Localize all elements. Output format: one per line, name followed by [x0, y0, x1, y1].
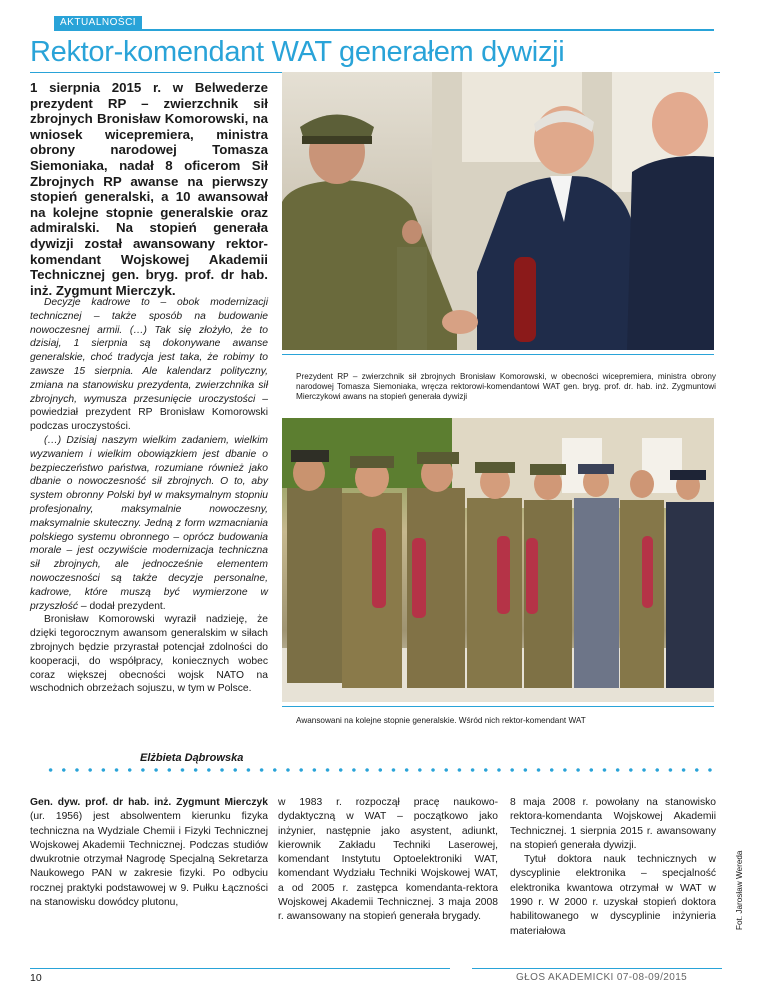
- section-header: [54, 16, 714, 31]
- article-body: [30, 296, 268, 696]
- footer-rule-right: [472, 968, 722, 969]
- page-number: 10: [30, 972, 42, 984]
- quote-1: Decyzje kadrowe to – obok modernizacji technicznej – także sposób na budowanie nowoczesnej armii. (…) Tak się złożyło, że to dzisiaj, 1 sierpnia są dokonywane awanse generalskie, choć tradycja jest taka, że robimy to zawsze 15 sierpnia. Ale kalendarz polityczny, zmiana na stanowisku prezydenta, zwierzchnika sił zbrojnych, wymusza przesunięcie uroczystości: [30, 297, 268, 405]
- dotted-divider: [44, 768, 720, 772]
- bio-paragraph-1: [30, 796, 268, 910]
- bio-text-1: (ur. 1956) jest absolwentem kierunku fizyka techniczna na Wydziale Chemii i Fizyki Technicznej Wojskowej Akademii Technicznej. Podczas studiów dwukrotnie otrzymał Nagrodę Specjalną Sekretarza Naukowego PAN w zakresie fizyki. Po odbyciu rocznej praktyki podstawowej w 9. Pułku Łączności na stanowisku dowódcy plutonu,: [30, 811, 268, 909]
- quote-1-attribution: – powiedział prezydent RP Bronisław Komorowski podczas uroczystości.: [30, 393, 268, 433]
- bio-column-3: [510, 796, 716, 939]
- bio-column-1: [30, 796, 268, 910]
- photo-credit: Fot. Jarosław Wereda: [735, 850, 744, 930]
- body-paragraph-1: [30, 296, 268, 434]
- generals-photo-illustration: [282, 418, 714, 702]
- body-paragraph-3: Bronisław Komorowski wyraził nadzieję, że dzięki tegorocznym awansom generalskim w siłach zbrojnych będzie przyrastał potencjał zdolności do kooperacji, do współpracy, koniecznych wobec coraz większej obecności wojsk NATO na wschodnich obrzeżach sojuszu, w tym w Polsce.: [30, 614, 268, 695]
- footer-rule-left: [30, 968, 450, 969]
- lead-text: 1 sierpnia 2015 r. w Belwederze prezydent RP – zwierzchnik sił zbrojnych Bronisław Komorowski, na wniosek wicepremiera, ministra obrony narodowej Tomasza Siemoniaka, nadał 8 oficerom Sił Zbrojnych RP awanse na pierwszy stopień generalski, a 10 awansował na kolejne stopnie generalskie oraz admiralski. Na stopień generała dywizji został awansowany rektor-komendant Wojskowej Akademii Technicznej gen. bryg. prof. dr hab. inż. Zygmunt Mierczyk.: [30, 80, 268, 298]
- photo-caption-2: Awansowani na kolejne stopnie generalskie. Wśród nich rektor-komendant WAT: [296, 716, 586, 725]
- photo-caption-1: Prezydent RP – zwierzchnik sił zbrojnych Bronisław Komorowski, w obecności wicepremiera, ministra obrony narodowej Tomasza Siemoniaka, wręcza rektorowi-komendantowi WAT gen. bryg. prof. dr. hab. inż. Zygmuntowi Mierczykowi awans na stopień generała dywizji: [296, 372, 716, 401]
- bio-name: Gen. dyw. prof. dr hab. inż. Zygmunt Mierczyk: [30, 797, 268, 808]
- journal-name: GŁOS AKADEMICKI 07-08-09/2015: [516, 972, 688, 983]
- article-author: Elżbieta Dąbrowska: [140, 752, 244, 764]
- caption1-rule: [282, 354, 714, 355]
- quote-2-attribution: – dodał prezydent.: [78, 600, 166, 612]
- article-title: Rektor-komendant WAT generałem dywizji: [30, 36, 565, 68]
- ceremony-photo: [282, 72, 714, 350]
- bio-column-2: [278, 796, 498, 925]
- section-label: AKTUALNOŚCI: [54, 16, 142, 29]
- quote-2: (…) Dzisiaj naszym wielkim zadaniem, wielkim wyzwaniem i wielkim obowiązkiem jest dbanie o bezpieczeństwo państwa, rozumiane również jako dbanie o nowoczesność sił zbrojnych. O to, aby system obronny Polski był w maksymalnym stopniu profesjonalny, maksymalnie nowoczesny, maksymalnie skuteczny. Jedną z form wzmacniania polskiego systemu obronnego – oprócz budowania morale – jest oczywiście modernizacja techniczna sił zbrojnych, ale jednocześnie elementem nowoczesności są także decyzje personalne, kadrowe, które muszą być wymierzone w przyszłość: [30, 434, 268, 612]
- caption2-rule: [282, 706, 714, 707]
- bio-text-3: 8 maja 2008 r. powołany na stanowisko rektora-komendanta Wojskowej Akademii Technicznej. 1 sierpnia 2015 r. awansowany na stopień generała dywizji.: [510, 797, 716, 851]
- ceremony-photo-illustration: [282, 72, 714, 350]
- bio-text-2: w 1983 r. rozpoczął pracę naukowo-dydaktyczną w WAT – początkowo jako inżynier, następnie jako asystent, adiunkt, kierownik Zakładu Techniki Laserowej, komendant Instytutu Optoelektroniki WAT, komendant Wydziału Techniki Wojskowej WAT, a od 2005 r. zastępca komendanta-rektora Wojskowej Akademii Technicznej. 3 maja 2008 r. awansowany na stopień generała brygady.: [278, 797, 498, 923]
- generals-photo: [282, 418, 714, 702]
- body-paragraph-2: [30, 434, 268, 613]
- article-lead: [30, 80, 268, 298]
- bio-text-4: Tytuł doktora nauk technicznych w dyscyplinie elektronika – specjalność elektronika kwantowa otrzymał w WAT w 1990 r. W 2000 r. uzyskał stopień doktora habilitowanego w dyscyplinie inżynieria materiałowa: [510, 854, 716, 937]
